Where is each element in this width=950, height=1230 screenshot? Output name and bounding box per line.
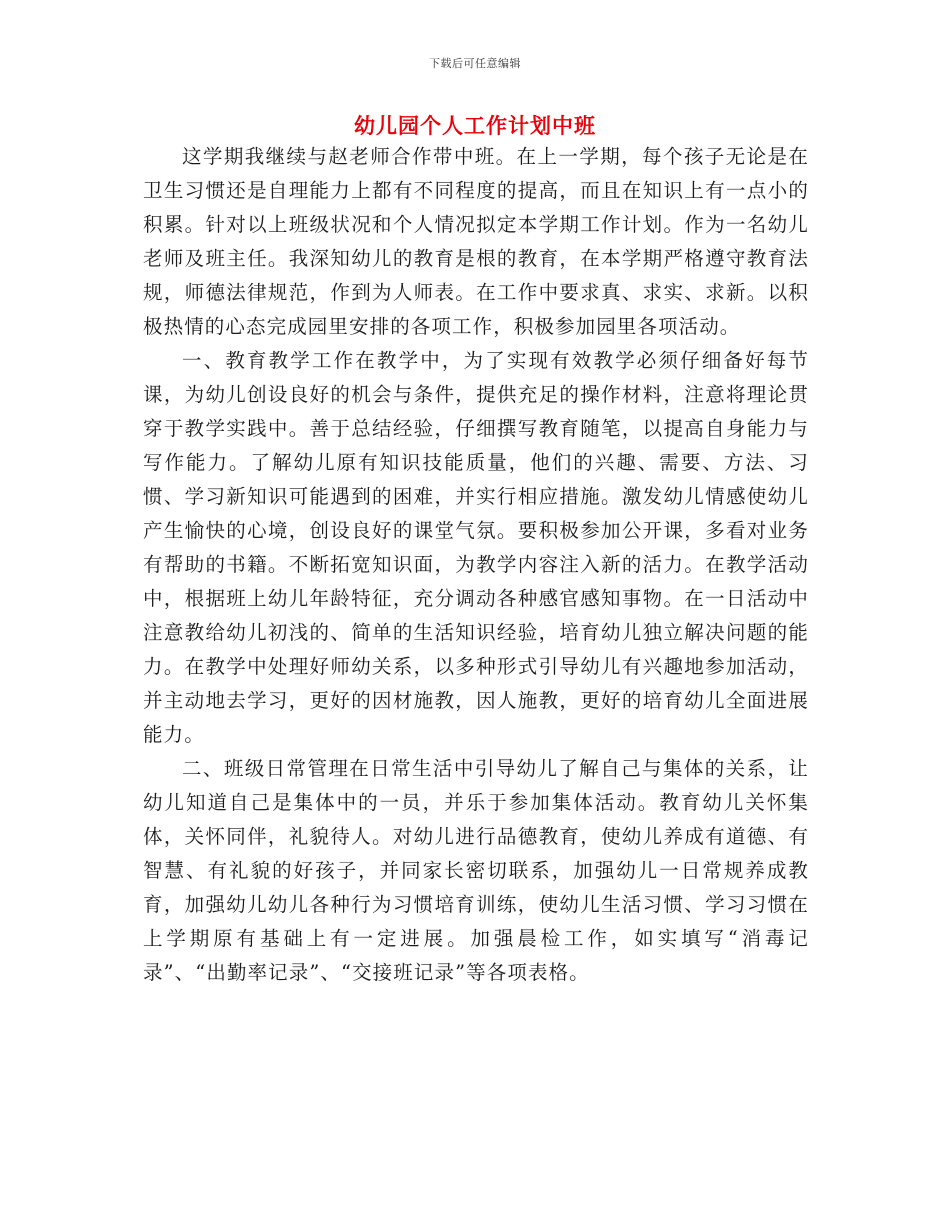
paragraph-intro: 这学期我继续与赵老师合作带中班。在上一学期，每个孩子无论是在卫生习惯还是自理能力上都有不同程度的提高，而且在知识上有一点小的积累。针对以上班级状况和个人情况拟定本学期工作计划。作为一名幼儿老师及班主任。我深知幼儿的教育是根的教育，在本学期严格遵守教育法规，师德法律规范，作到为人师表。在工作中要求真、求实、求新。以积极热情的心态完成园里安排的各项工作，积极参加园里各项活动。 (143, 145, 809, 338)
document-body (143, 140, 809, 990)
document-title: 幼儿园个人工作计划中班 (354, 114, 596, 138)
page-header: 下载后可任意编辑 (429, 57, 521, 70)
paragraph-class-management: 二、班级日常管理在日常生活中引导幼儿了解自己与集体的关系，让幼儿知道自己是集体中的一员，并乐于参加集体活动。教育幼儿关怀集体，关怀同伴，礼貌待人。对幼儿进行品德教育，使幼儿养成有道德、有智慧、有礼貌的好孩子，并同家长密切联系，加强幼儿一日常规养成教育，加强幼儿幼儿各种行为习惯培育训练，使幼儿生活习惯、学习习惯在上学期原有基础上有一定进展。加强晨检工作，如实填写“消毒记录”、“出勤率记录”、“交接班记录”等各项表格。 (143, 757, 809, 984)
paragraph-teaching-work: 一、教育教学工作在教学中，为了实现有效教学必须仔细备好每节课，为幼儿创设良好的机会与条件，提供充足的操作材料，注意将理论贯穿于教学实践中。善于总结经验，仔细撰写教育随笔，以提高自身能力与写作能力。了解幼儿原有知识技能质量，他们的兴趣、需要、方法、习惯、学习新知识可能遇到的困难，并实行相应措施。激发幼儿情感使幼儿产生愉快的心境，创设良好的课堂气氛。要积极参加公开课，多看对业务有帮助的书籍。不断拓宽知识面，为教学内容注入新的活力。在教学活动中，根据班上幼儿年龄特征，充分调动各种感官感知事物。在一日活动中注意教给幼儿初浅的、简单的生活知识经验，培育幼儿独立解决问题的能力。在教学中处理好师幼关系，以多种形式引导幼儿有兴趣地参加活动，并主动地去学习，更好的因材施教，因人施教，更好的培育幼儿全面进展能力。 (143, 349, 809, 746)
